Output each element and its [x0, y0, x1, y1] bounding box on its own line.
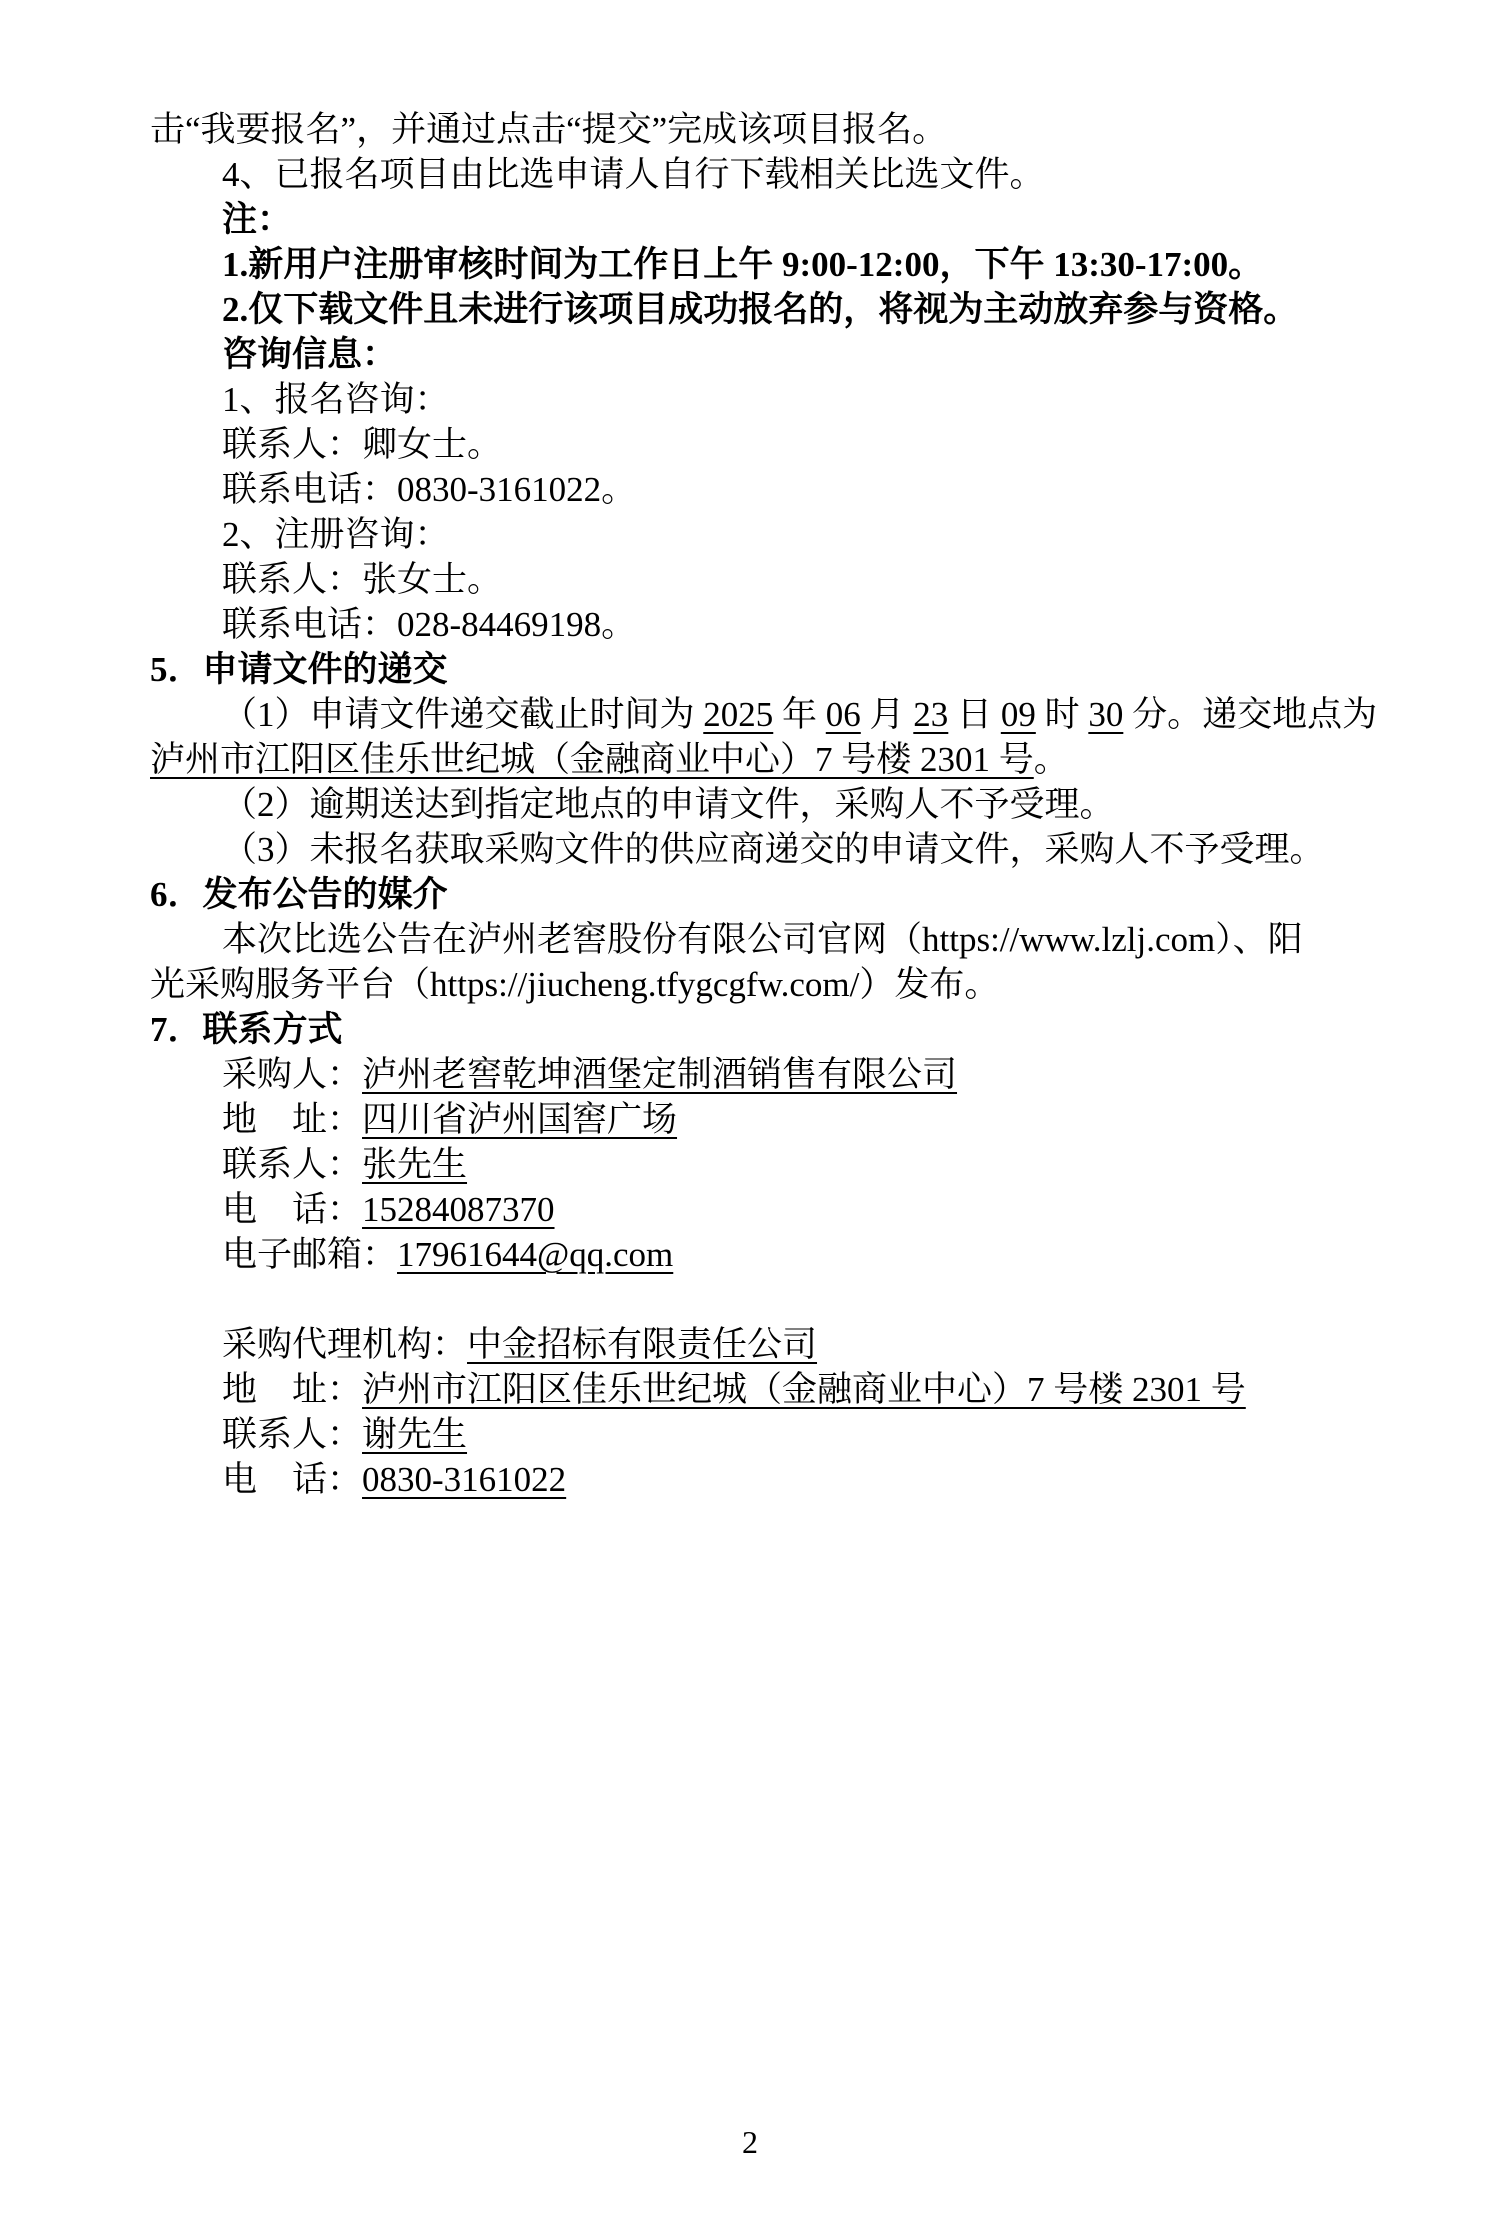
deadline-month-unit: 月 — [860, 695, 914, 734]
announcement-media-line-1: 本次比选公告在泸州老窖股份有限公司官网（https://www.lzlj.com）、阳 — [222, 920, 1303, 959]
deadline-year-unit: 年 — [773, 695, 826, 734]
agency-phone-line — [150, 1457, 1405, 1502]
agency-contact-label: 联系人： — [222, 1415, 363, 1454]
agency-contact-value: 谢先生 — [362, 1415, 468, 1454]
buyer-address-value: 四川省泸州国窖广场 — [362, 1100, 678, 1139]
paragraph-signup-continuation: 击“我要报名”，并通过点击“提交”完成该项目报名。 — [150, 110, 948, 149]
buyer-phone-label: 电 话： — [222, 1190, 363, 1229]
note-item-2: 2.仅下载文件且未进行该项目成功报名的，将视为主动放弃参与资格。 — [222, 290, 1299, 329]
buyer-contact-value: 张先生 — [362, 1145, 468, 1184]
deadline-month-blank: 06 — [825, 695, 861, 734]
buyer-email-label: 电子邮箱： — [222, 1235, 398, 1274]
consult-signup-phone: 联系电话：0830-3161022。 — [222, 470, 637, 509]
section-5-item-3: （3）未报名获取采购文件的供应商递交的申请文件，采购人不予受理。 — [222, 830, 1325, 869]
buyer-email-line — [150, 1232, 1405, 1277]
buyer-name-line — [150, 1052, 1405, 1097]
page-number: 2 — [742, 2124, 758, 2160]
buyer-name-label: 采购人： — [222, 1055, 363, 1094]
agency-address-line — [150, 1367, 1405, 1412]
buyer-address-line — [150, 1097, 1405, 1142]
buyer-address-label: 地 址： — [222, 1100, 363, 1139]
consult-register-contact: 联系人：张女士。 — [222, 560, 503, 599]
section-7-heading: 7．联系方式 — [150, 1010, 343, 1049]
deadline-prefix-text: （1）申请文件递交截止时间为 — [222, 695, 704, 734]
list-item-4: 4、已报名项目由比选申请人自行下载相关比选文件。 — [222, 155, 1045, 194]
agency-name-value: 中金招标有限责任公司 — [467, 1325, 818, 1364]
deadline-year-blank: 2025 — [703, 695, 774, 734]
consult-signup-contact: 联系人：卿女士。 — [222, 425, 503, 464]
deadline-minute-blank: 30 — [1088, 695, 1124, 734]
submission-address-period: 。 — [1033, 740, 1069, 779]
consult-info-header: 咨询信息： — [222, 335, 398, 374]
buyer-name-value: 泸州老窖乾坤酒堡定制酒销售有限公司 — [362, 1055, 958, 1094]
note-item-1: 1.新用户注册审核时间为工作日上午 9:00-12:00，下午 13:30-17:00。 — [222, 245, 1264, 284]
consult-register-title: 2、注册咨询： — [222, 515, 450, 554]
submission-address-underlined: 泸州市江阳区佳乐世纪城（金融商业中心）7 号楼 2301 号 — [150, 740, 1034, 779]
consult-register-phone: 联系电话：028-84469198。 — [222, 605, 637, 644]
agency-name-label: 采购代理机构： — [222, 1325, 468, 1364]
consult-signup-title: 1、报名咨询： — [222, 380, 450, 419]
buyer-phone-value: 15284087370 — [362, 1190, 555, 1229]
deadline-hour-unit: 时 — [1035, 695, 1089, 734]
buyer-contact-line — [150, 1142, 1405, 1187]
buyer-email-value: 17961644@qq.com — [397, 1235, 674, 1274]
announcement-media-line-2: 光采购服务平台（https://jiucheng.tfygcgfw.com/）发布。 — [150, 965, 1000, 1004]
buyer-phone-line — [150, 1187, 1405, 1232]
agency-name-line — [150, 1322, 1405, 1367]
blank-line — [150, 1277, 1405, 1322]
agency-address-label: 地 址： — [222, 1370, 363, 1409]
note-label: 注： — [222, 200, 293, 239]
section-5-heading: 5．申请文件的递交 — [150, 650, 448, 689]
section-5-item-2: （2）逾期送达到指定地点的申请文件，采购人不予受理。 — [222, 785, 1115, 824]
section-6-heading: 6．发布公告的媒介 — [150, 875, 448, 914]
buyer-contact-label: 联系人： — [222, 1145, 363, 1184]
deadline-day-blank: 23 — [913, 695, 949, 734]
deadline-minute-unit: 分。递交地点为 — [1123, 695, 1378, 734]
deadline-hour-blank: 09 — [1000, 695, 1036, 734]
agency-phone-value: 0830-3161022 — [362, 1460, 567, 1499]
agency-address-value: 泸州市江阳区佳乐世纪城（金融商业中心）7 号楼 2301 号 — [362, 1370, 1246, 1409]
agency-phone-label: 电 话： — [222, 1460, 363, 1499]
deadline-day-unit: 日 — [948, 695, 1001, 734]
document-content — [150, 107, 1405, 1502]
agency-contact-line — [150, 1412, 1405, 1457]
submission-address-line — [150, 737, 1405, 782]
deadline-line — [150, 692, 1405, 737]
